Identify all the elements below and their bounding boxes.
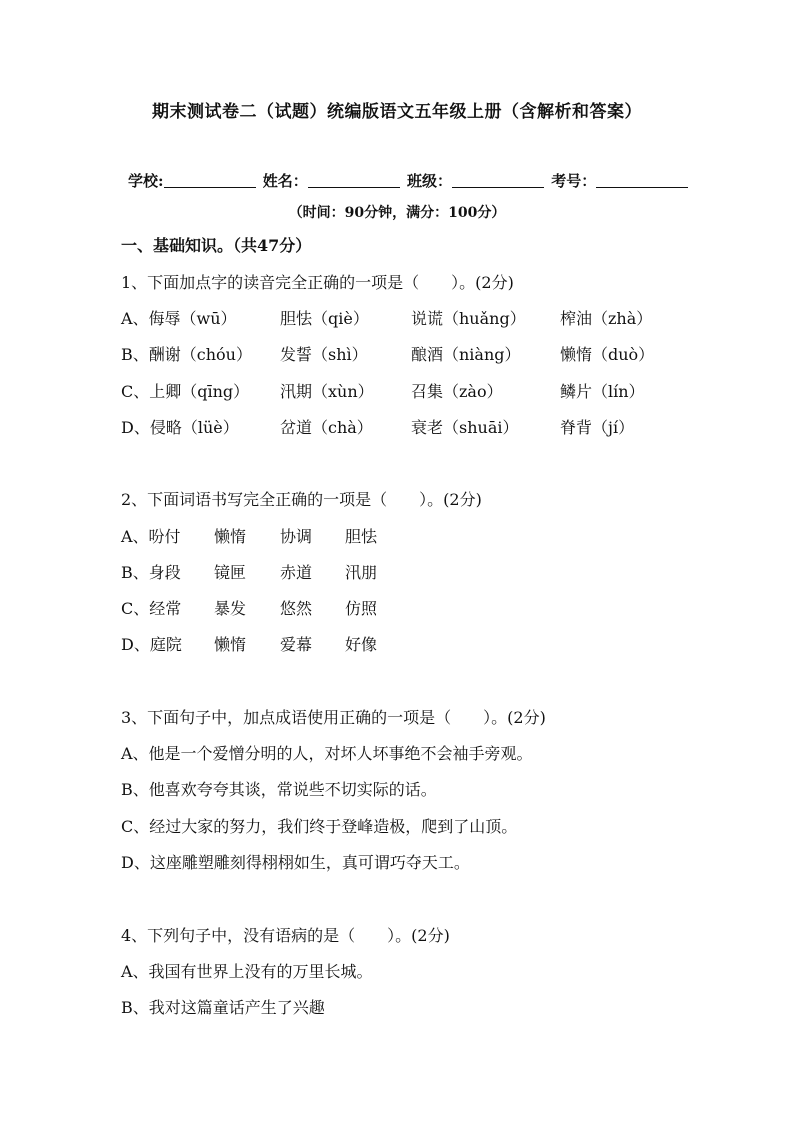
name-blank <box>308 173 400 188</box>
q1-option: 汛期（xùn） <box>280 382 374 401</box>
q1-option: 胆怯（qiè） <box>280 309 369 328</box>
q2-option: 仿照 <box>345 599 378 618</box>
question-4-stem: 4、下列句子中，没有语病的是（ ）。(2分) <box>121 926 450 945</box>
q1-option: C、上卿（qīng） <box>121 382 250 401</box>
q2-option: 懒惰 <box>214 527 247 546</box>
q1-option: 懒惰（duò） <box>560 345 655 364</box>
q1-option: 榨油（zhà） <box>560 309 653 328</box>
q2-option: D、庭院 <box>121 635 182 654</box>
exam-no-label: 考号： <box>551 172 597 190</box>
class-label: 班级： <box>407 172 453 190</box>
q1-option: A、侮辱（wū） <box>121 309 237 328</box>
q2-option: 胆怯 <box>345 527 378 546</box>
q1-option: 衰老（shuāi） <box>411 418 519 437</box>
q2-option: 协调 <box>280 527 313 546</box>
q2-option: 好像 <box>345 635 378 654</box>
q2-option: A、吩付 <box>121 527 181 546</box>
time-note: （时间：90分钟，满分：100分） <box>288 205 506 221</box>
q3-option-c: C、经过大家的努力，我们终于登峰造极，爬到了山顶。 <box>121 817 518 836</box>
q4-option-b: B、我对这篇童话产生了兴趣 <box>121 998 325 1017</box>
question-1-stem: 1、下面加点字的读音完全正确的一项是（ ）。(2分) <box>121 273 514 292</box>
section-heading: 一、基础知识。（共47分） <box>121 236 312 255</box>
q3-option-b: B、他喜欢夸夸其谈，常说些不切实际的话。 <box>121 780 437 799</box>
page-title: 期末测试卷二（试题）统编版语文五年级上册（含解析和答案） <box>152 102 642 122</box>
q2-option: 赤道 <box>280 563 313 582</box>
q1-option: D、侵略（lüè） <box>121 418 239 437</box>
q2-option: 懒惰 <box>214 635 247 654</box>
q1-option: 酿酒（niàng） <box>411 345 521 364</box>
question-3-stem: 3、下面句子中，加点成语使用正确的一项是（ ）。(2分) <box>121 708 546 727</box>
school-label: 学校: <box>128 172 164 190</box>
q2-option: C、经常 <box>121 599 182 618</box>
q1-option: 鳞片（lín） <box>560 382 645 401</box>
q3-option-d: D、这座雕塑雕刻得栩栩如生，真可谓巧夺天工。 <box>121 853 470 872</box>
q2-option: 暴发 <box>214 599 247 618</box>
q1-option: B、酬谢（chóu） <box>121 345 252 364</box>
q2-option: 镜匣 <box>214 563 247 582</box>
school-blank <box>164 173 256 188</box>
student-info-line <box>128 170 690 191</box>
q1-option: 岔道（chà） <box>280 418 373 437</box>
q3-option-a: A、他是一个爱憎分明的人，对坏人坏事绝不会袖手旁观。 <box>121 744 533 763</box>
q1-option: 说谎（huǎng） <box>411 309 526 328</box>
class-blank <box>452 173 544 188</box>
name-label: 姓名： <box>262 172 308 190</box>
q2-option: 爱幕 <box>280 635 313 654</box>
q2-option: 汛朋 <box>345 563 378 582</box>
q2-option: 悠然 <box>280 599 313 618</box>
q2-option: B、身段 <box>121 563 181 582</box>
q1-option: 脊背（jí） <box>560 418 635 437</box>
exam-no-blank <box>596 173 688 188</box>
q1-option: 发誓（shì） <box>280 345 368 364</box>
q4-option-a: A、我国有世界上没有的万里长城。 <box>121 962 373 981</box>
q1-option: 召集（zào） <box>411 382 503 401</box>
question-2-stem: 2、下面词语书写完全正确的一项是（ ）。(2分) <box>121 490 482 509</box>
